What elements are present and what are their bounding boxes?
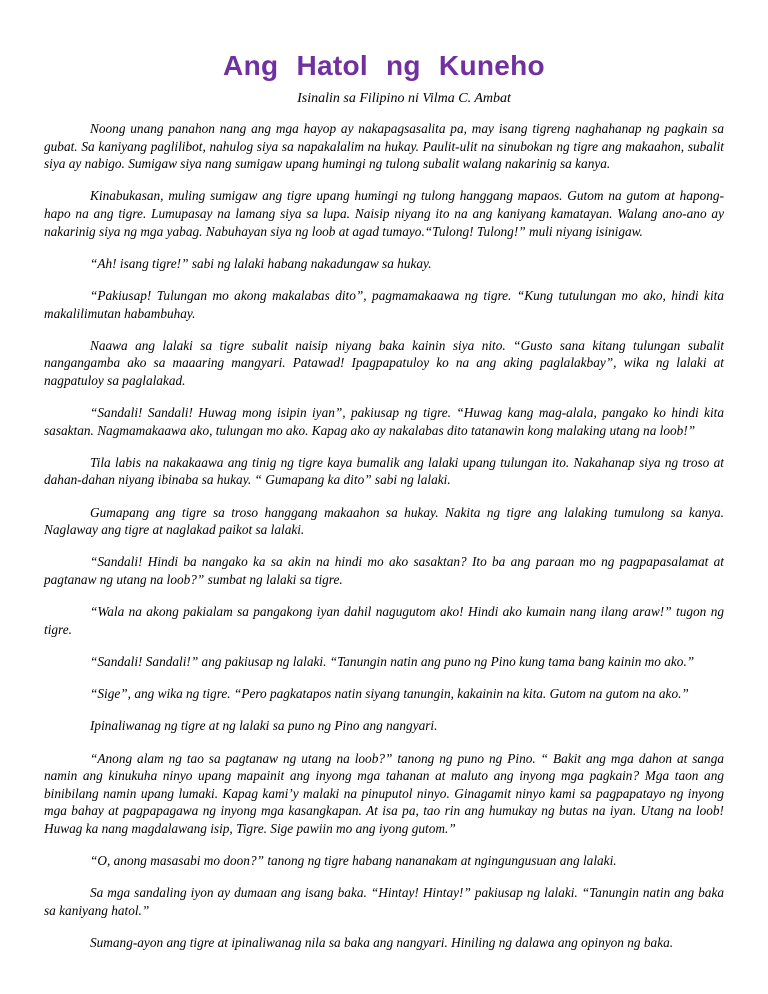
story-paragraph: Sumang-ayon ang tigre at ipinaliwanag nila sa baka ang nangyari. Hiniling ng dalawa ang opinyon ng baka. xyxy=(90,935,674,951)
story-paragraph: “Sandali! Sandali! Huwag mong isipin iyan”, pakiusap ng tigre. “Huwag kang mag-alala, pangako ko hindi kita sasaktan. Nagmamakaawa ako, tulungan mo ako. Kapag ako ay nakalabas dito tatanawin kong malaking utang na loob!” xyxy=(44,405,724,438)
story-paragraph: Gumapang ang tigre sa troso hanggang makaahon sa hukay. Nakita ng tigre ang lalaking tumulong sa kanya. Naglaway ang tigre at naglakad paikot sa lalaki. xyxy=(44,504,724,538)
story-paragraph: Ipinaliwanag ng tigre at ng lalaki sa puno ng Pino ang nangyari. xyxy=(90,718,438,734)
document-title: Ang Hatol ng Kuneho xyxy=(223,50,545,81)
story-paragraph: Naawa ang lalaki sa tigre subalit naisip niyang baka kainin siya nito. “Gusto sana kitang tulungan subalit nangangamba ako sa maaaring mangyari. Patawad! Ipagpapatuloy ko na ang aking paglalakbay”, wika ng lalaki at nagpatuloy sa paglalakad. xyxy=(44,337,724,388)
story-paragraph: “Ah! isang tigre!” sabi ng lalaki habang nakadungaw sa hukay. xyxy=(90,255,432,271)
story-paragraph: “Wala na akong pakialam sa pangakong iyan dahil nagugutom ako! Hindi ako kumain nang ilang araw!” tugon ng tigre. xyxy=(44,604,724,637)
story-paragraph: “Sandali! Sandali!” ang pakiusap ng lalaki. “Tanungin natin ang puno ng Pino kung tama bang kainin mo ako.” xyxy=(90,654,695,669)
story-paragraph: “Pakiusap! Tulungan mo akong makalabas dito”, pagmamakaawa ng tigre. “Kung tutulungan mo ako, hindi kita makalilimutan habambuhay. xyxy=(44,287,724,321)
story-paragraph: “Sige”, ang wika ng tigre. “Pero pagkatapos natin siyang tanungin, kakainin na kita. Gutom na gutom na ako.” xyxy=(90,686,689,702)
story-paragraph: “O, anong masasabi mo doon?” tanong ng tigre habang nananakam at ngingungusuan ang lalaki. xyxy=(90,853,617,869)
story-paragraph: “Anong alam ng tao sa pagtanaw ng utang na loob?” tanong ng puno ng Pino. “ Bakit ang mga dahon at sanga namin ang kinukuha ninyo upang mapainit ang inyong mga tahanan at maluto ang inyong mga pagkain? Mga taon ang binibilang namin upang lumaki. Kapag kami’y malaki na pinuputol ninyo. Ginagamit ninyo kami sa pagpapatayo ng inyong mga bahay at pagpapagawa ng inyong mga kasangkapan. At isa pa, tao rin ang humukay ng butas na iyan. Utang na loob! Huwag ka nang magdalawang isip, Tigre. Sige pawiin mo ang iyong gutom.” xyxy=(44,750,724,836)
story-body xyxy=(44,120,724,952)
story-paragraph: Sa mga sandaling iyon ay dumaan ang isang baka. “Hintay! Hintay!” pakiusap ng lalaki. “Tanungin natin ang baka sa kaniyang hatol.” xyxy=(44,885,724,918)
document-subtitle: Isinalin sa Filipino ni Vilma C. Ambat xyxy=(297,91,511,106)
story-paragraph: “Sandali! Hindi ba nangako ka sa akin na hindi mo ako sasaktan? Ito ba ang paraan mo ng pagpapasalamat at pagtanaw ng utang na loob?” sumbat ng lalaki sa tigre. xyxy=(44,554,724,588)
story-paragraph: Tila labis na nakakaawa ang tinig ng tigre kaya bumalik ang lalaki upang tulungan ito. Nakahanap siya ng troso at dahan-dahan niyang ibinaba sa hukay. “ Gumapang ka dito” sabi ng lalaki. xyxy=(44,454,724,488)
story-paragraph: Noong unang panahon nang ang mga hayop ay nakapagsasalita pa, may isang tigreng naghahanap ng pagkain sa gubat. Sa kaniyang paglilibot, nahulog siya sa napakalalim na hukay. Paulit-ulit na sinubokan ng tigre ang makaahon, subalit siya ay nabigo. Sumigaw siya nang sumigaw upang humingi ng tulong subalit walang nakarinig sa kanya. xyxy=(44,121,724,172)
story-paragraph: Kinabukasan, muling sumigaw ang tigre upang humingi ng tulong hanggang mapaos. Gutom na gutom at hapong-hapo na ang tigre. Lumupasay na lamang siya sa lupa. Naisip niyang ito na ang kaniyang kamatayan. Walang ano-ano ay nakarinig siya ng mga yabag. Nabuhayan siya ng loob at agad tumayo.“Tulong! Tulong!” muli niyang isinigaw. xyxy=(44,188,724,239)
